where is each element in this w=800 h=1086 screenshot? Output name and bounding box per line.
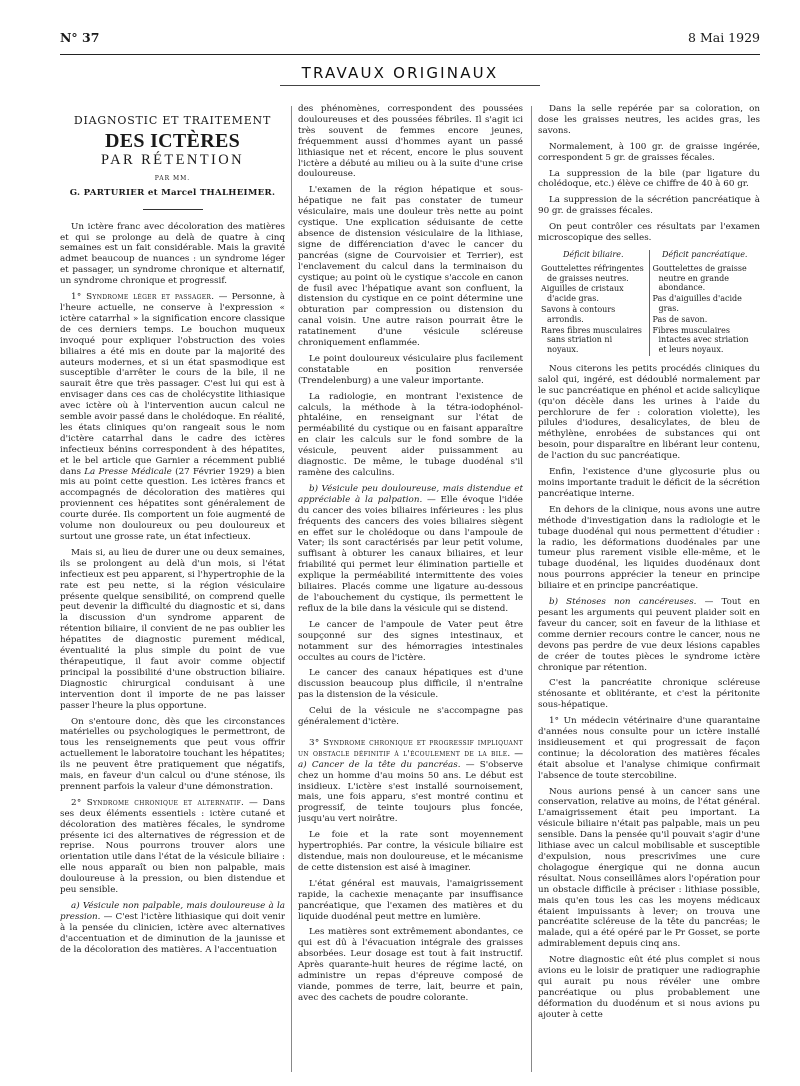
paragraph: Le cancer des canaux hépatiques est d'une discussion beaucoup plus difficile, il n'entraîne pas la distension de la vésicule.	[298, 668, 523, 701]
table-cell: Fibres musculaires intactes avec striation et leurs noyaux.	[652, 325, 749, 355]
subheading: 2° Syndrome chronique et alternatif.	[71, 797, 245, 808]
paragraph: Normalement, à 100 gr. de graisse ingérée, correspondent 5 gr. de graisses fécales.	[538, 141, 760, 163]
paragraph	[60, 292, 285, 543]
byline-prefix: PAR MM.	[154, 174, 191, 182]
table-cell: Gouttelettes réfringentes de graisses neutres.	[541, 263, 644, 283]
subheading: b) Vésicule peu douloureuse, mais distendue et appréciable à la palpation.	[298, 483, 523, 505]
paragraph: C'est la pancréatite chronique scléreuse sténosante et oblitérante, et c'est la péritonite sous-hépatique.	[538, 678, 760, 711]
paragraph-text: — Tout en pesant les arguments qui peuvent plaider soit en faveur du cancer, soit en faveur de la lithiase et comme dernier recours contre le cancer, nous ne devons pas perdre de vue deux lésions capables de créer de toutes pièces le syndrome ictère chronique par rétention.	[538, 597, 760, 673]
table-cell: Pas de savon.	[652, 314, 708, 324]
paragraph: On s'entoure donc, dès que les circonstances matérielles ou psychologiques le permettront, de tous les renseignements que peut vous offrir actuellement le laboratoire touchant les hépatites; ils ne peuvent être pratiquement que négatifs, mais, en faveur d'un calcul ou d'une sténose, ils prennent parfois la valeur d'une démonstration.	[60, 716, 285, 792]
column-divider	[291, 106, 292, 1072]
journal-name: La Presse Médicale	[84, 466, 172, 477]
column-2	[298, 104, 523, 1074]
paragraph: Un ictère franc avec décoloration des matières et qui se prolonge au delà de quatre à cinq semaines est un fait considérable. Mais la gravité admet beaucoup de nuances : un syndrome léger et passager, un syndrome chronique et alternatif, un syndrome chronique et progressif.	[60, 221, 285, 287]
paragraph: Dans la selle repérée par sa coloration, on dose les graisses neutres, les acides gras, les savons.	[538, 104, 760, 136]
paragraph: Le point douloureux vésiculaire plus facilement constatable en position renversée (Trendelenburg) a une valeur importante.	[298, 353, 523, 386]
paragraph-text: — Personne, à l'heure actuelle, ne conserve à l'expression « ictère catarrhal » la signification encore classique de ces derniers temps. Le bouchon muqueux invoqué pour expliquer l'obstruction des voies biliaires a été mis en doute par la majorité des auteurs modernes, et si un état spasmodique est susceptible d'arrêter le cours de la bile, il ne saurait être que très passager. C'est lui qui est à envisager dans ces cas de cholécystite lithiasique avec ictère où à l'intervention aucun calcul ne semble avoir passé dans le cholédoque. En réalité, les états cliniques qu'on rangeait sous le nom d'ictère catarrhal dans le cadre des ictères infectieux bénins correspondent à des hépatites, et le bel article que Garnier a récemment publié dans	[60, 292, 285, 477]
paragraph-text: — Elle évoque l'idée du cancer des voies biliaires inférieures : les plus fréquents des cancers des voies biliaires siègent en effet sur le cholédoque ou dans l'ampoule de Vater; ils sont caractérisés par leur petit volume, suffisant à obturer les canaux biliaires, et leur friabilité qui permet leur élimination partielle et explique la perméabilité intermittente des voies biliaires. Placés comme une ligature au-dessous de l'abouchement du cystique, ils permettent le reflux de la bile dans la vésicule qui se distend.	[298, 494, 523, 614]
section-rule	[280, 85, 540, 86]
article-kicker: DIAGNOSTIC ET TRAITEMENT	[73, 116, 272, 127]
column-divider	[531, 106, 532, 1072]
authors: G. PARTURIER et Marcel THALHEIMER.	[69, 187, 276, 198]
paragraph: L'état général est mauvais, l'amaigrissement rapide, la cachexie menaçante par insuffisance pancréatique, que l'examen des matières et du liquide duodénal peut mettre en lumière.	[298, 878, 523, 922]
table-column-biliary	[538, 250, 649, 356]
table-cell: Gouttelettes de graisse neutre en grande abondance.	[652, 263, 747, 293]
issue-number: N° 37	[60, 30, 100, 45]
table-cell: Savons à contours arrondis.	[541, 304, 616, 324]
paragraph-text: — Dans ses deux éléments essentiels : ictère cutané et décoloration des matières fécales, le syndrome présente ici des alternatives de régression et de reprise. Nous pourrons trouver alors une orientation utile dans l'état de la vésicule biliaire : elle nous apparaît ou bien non palpable, mais douloureuse à la pression, ou bien distendue et peu sensible.	[60, 797, 285, 896]
subheading: — a) Cancer de la tête du pancréas.	[298, 748, 523, 770]
paragraph: La suppression de la bile (par ligature du cholédoque, etc.) élève ce chiffre de 40 à 60 gr.	[538, 168, 760, 190]
issue-date: 8 Mai 1929	[688, 30, 760, 45]
paragraph: Nous citerons les petits procédés cliniques du salol qui, ingéré, est dédoublé normalement par le suc pancréatique en phénol et acide salicylique (qu'on décèle dans les urines à l'aide du perchlorure de fer : coloration violette), les pilules d'iodures, desalicylates, de bleu de méthylène, enrobées de substances qui ont besoin, pour disparaître en libérant leur contenu, de l'action du suc pancréatique.	[538, 363, 760, 462]
paragraph: La radiologie, en montrant l'existence de calculs, la méthode à la tétra-iodophénol-phtaléine, en renseignant sur l'état de perméabilité du cystique ou en faisant apparaître en clair les calculs sur le fond sombre de la vésicule, peuvent aider puissamment au diagnostic. De même, le tubage duodénal s'il ramène des calculins.	[298, 391, 523, 478]
paragraph: Enfin, l'existence d'une glycosurie plus ou moins importante traduit le déficit de la sécrétion pancréatique interne.	[538, 467, 760, 499]
paragraph: On peut contrôler ces résultats par l'examen microscopique des selles.	[538, 222, 760, 244]
paragraph-text: (27 Février 1929) a bien mis au point cette question. Les ictères francs et accompagnés de décoloration des matières qui proviennent ces hépatites sont généralement de courte durée. Ils comportent un foie augmenté de volume non douloureux ou peu douloureux et surtout une grosse rate, un état infectieux.	[60, 466, 285, 542]
table-column-pancreatic	[649, 250, 761, 356]
table-cell: Aiguilles de cristaux d'acide gras.	[541, 284, 624, 304]
page-header	[60, 28, 760, 55]
column-3	[538, 104, 760, 1074]
paragraph: Celui de la vésicule ne s'accompagne pas généralement d'ictère.	[298, 706, 523, 728]
table-cell: Rares fibres musculaires sans striation ni noyaux.	[541, 325, 642, 355]
paragraph: Le foie et la rate sont moyennement hypertrophiés. Par contre, la vésicule biliaire est distendue, mais non douloureuse, et le mécanisme de cette distension est aisé à imaginer.	[298, 830, 523, 873]
paragraph	[298, 738, 523, 825]
paragraph: L'examen de la région hépatique et sous-hépatique ne fait pas constater de tumeur vésiculaire, mais une douleur très nette au point cystique. Une explication séduisante de cette absence de distension vésiculaire de la lithiase, signe de différenciation d'avec le cancer du pancréas (signe de Courvoisier et Terrier), est l'enclavement du calcul dans la terminaison du cystique; au point où le cystique s'accole en canon de fusil avec l'hépatique avant son confluent, la distension du cystique en ce point détermine une obturation par compression ou distension du canal voisin. Une autre raison pourrait être le ratatinement d'une vésicule scléreuse chroniquement enflammée.	[298, 185, 523, 349]
paragraph	[298, 484, 523, 615]
paragraph: Les matières sont extrêmement abondantes, ce qui est dû à l'évacuation intégrale des graisses absorbées. Leur dosage est tout à fait instructif. Après quarante-huit heures de régime lacté, on administre un repas d'épreuve composé de viande, pommes de terre, lait, beurre et pain, avec des cachets de poudre colorante.	[298, 927, 523, 1003]
paragraph: Notre diagnostic eût été plus complet si nous avions eu le loisir de pratiquer une radiographie qui aurait pu nous révéler une ombre pancréatique ou plus probablement une déformation du duodénum et si nous avions pu ajouter à cette	[538, 955, 760, 1020]
paragraph-text: — S'observe chez un homme d'au moins 50 ans. Le début est insidieux. L'ictère s'est installé sournoisement, mais, une fois apparu, s'est montré continu et progressif, de teinte toujours plus foncée, jusqu'au vert noirâtre.	[298, 759, 523, 825]
table-header: Déficit pancréatique.	[662, 249, 748, 259]
paragraph: des phénomènes, correspondent des poussées douloureuses et des poussées fébriles. Il s'agit ici très souvent de femmes encore jeunes, fréquemment aussi d'hommes ayant un passé lithiasique net et récent, encore le plus souvent l'ictère a débuté au milieu ou à la suite d'une crise douloureuse.	[298, 104, 523, 180]
section-title: TRAVAUX ORIGINAUX	[301, 64, 499, 82]
table-cell: Pas d'aiguilles d'acide gras.	[652, 294, 742, 313]
paragraph: La suppression de la sécrétion pancréatique à 90 gr. de graisses fécales.	[538, 195, 760, 217]
title-rule	[143, 209, 203, 210]
column-1	[60, 116, 285, 1086]
paragraph: Mais si, au lieu de durer une ou deux semaines, ils se prolongent au delà d'un mois, si l'état infectieux est peu apparent, si l'hypertrophie de la rate est peu nette, si la région vésiculaire présente quelque sensibilité, on comprend quelle peut devenir la difficulté du diagnostic et si, dans la discussion d'un syndrome apparent de rétention biliaire, il convient de ne pas oublier les hépatites de diagnostic purement médical, éventualité la plus simple du point de vue thérapeutique, il faut avoir comme objectif principal la possibilité d'une obstruction biliaire. Diagnostic chirurgical conduisant à une intervention dont il importe de ne pas laisser passer l'heure la plus opportune.	[60, 547, 285, 711]
article-subtitle: PAR RÉTENTION	[100, 151, 245, 168]
subheading: 3° Syndrome chronique et progressif impliquant un obstacle définitif à l'écoulement de la bile.	[298, 737, 523, 759]
comparison-table	[538, 250, 760, 356]
paragraph	[60, 901, 285, 956]
paragraph-text: — C'est l'ictère lithiasique qui doit venir à la pensée du clinicien, ictère avec alternatives d'accentuation et de diminution de la jaunisse et de la décoloration des matières. A l'accentuation	[60, 911, 285, 955]
paragraph: Le cancer de l'ampoule de Vater peut être soupçonné sur des signes intestinaux, et notamment sur des hémorragies intestinales occultes au cours de l'ictère.	[298, 619, 523, 663]
paragraph: Nous aurions pensé à un cancer sans une conservation, relative au moins, de l'état général. L'amaigrissement était peu important. La vésicule biliaire n'était pas palpable, mais un peu sensible. Dans la pensée qu'il pouvait s'agir d'une lithiase avec un calcul mobilisable et susceptible d'expulsion, nous prescrivîmes une cure cholagogue énergique qui ne donna aucun résultat. Nous conseillâmes alors l'opération pour un obstacle difficile à préciser : lithiase possible, mais qu'en tous les cas les moyens médicaux étaient impuissants à lever; on trouva une pancréatite scléreuse de la tête du pancréas; le malade, qui a été opéré par le Pr Gosset, se porte admirablement depuis cinq ans.	[538, 786, 760, 950]
subheading: a) Vésicule non palpable, mais douloureuse à la pression.	[60, 901, 285, 922]
paragraph: En dehors de la clinique, nous avons une autre méthode d'investigation dans la radiologie et le tubage duodénal qui nous permettent d'étudier : la radio, les déformations duodénales par une tumeur plus rarement visible elle-même, et le tubage duodénal, les liquides duodénaux dont nous pourrons apprécier la teneur en principe biliaire et en principe pancréatique.	[538, 504, 760, 592]
article-title: DES ICTÈRES	[104, 129, 241, 152]
table-header: Déficit biliaire.	[562, 249, 624, 259]
subheading: b) Sténoses non cancéreuses.	[549, 597, 697, 608]
subheading: 1° Syndrome léger et passager.	[71, 292, 215, 303]
paragraph	[60, 798, 285, 896]
paragraph	[538, 597, 760, 673]
paragraph: 1° Un médecin vétérinaire d'une quarantaine d'années nous consulte pour un ictère installé insidieusement et qui progressait de façon continue; la décoloration des matières fécales était absolue et l'analyse chimique confirmait l'absence de toute stercobiline.	[538, 716, 760, 781]
